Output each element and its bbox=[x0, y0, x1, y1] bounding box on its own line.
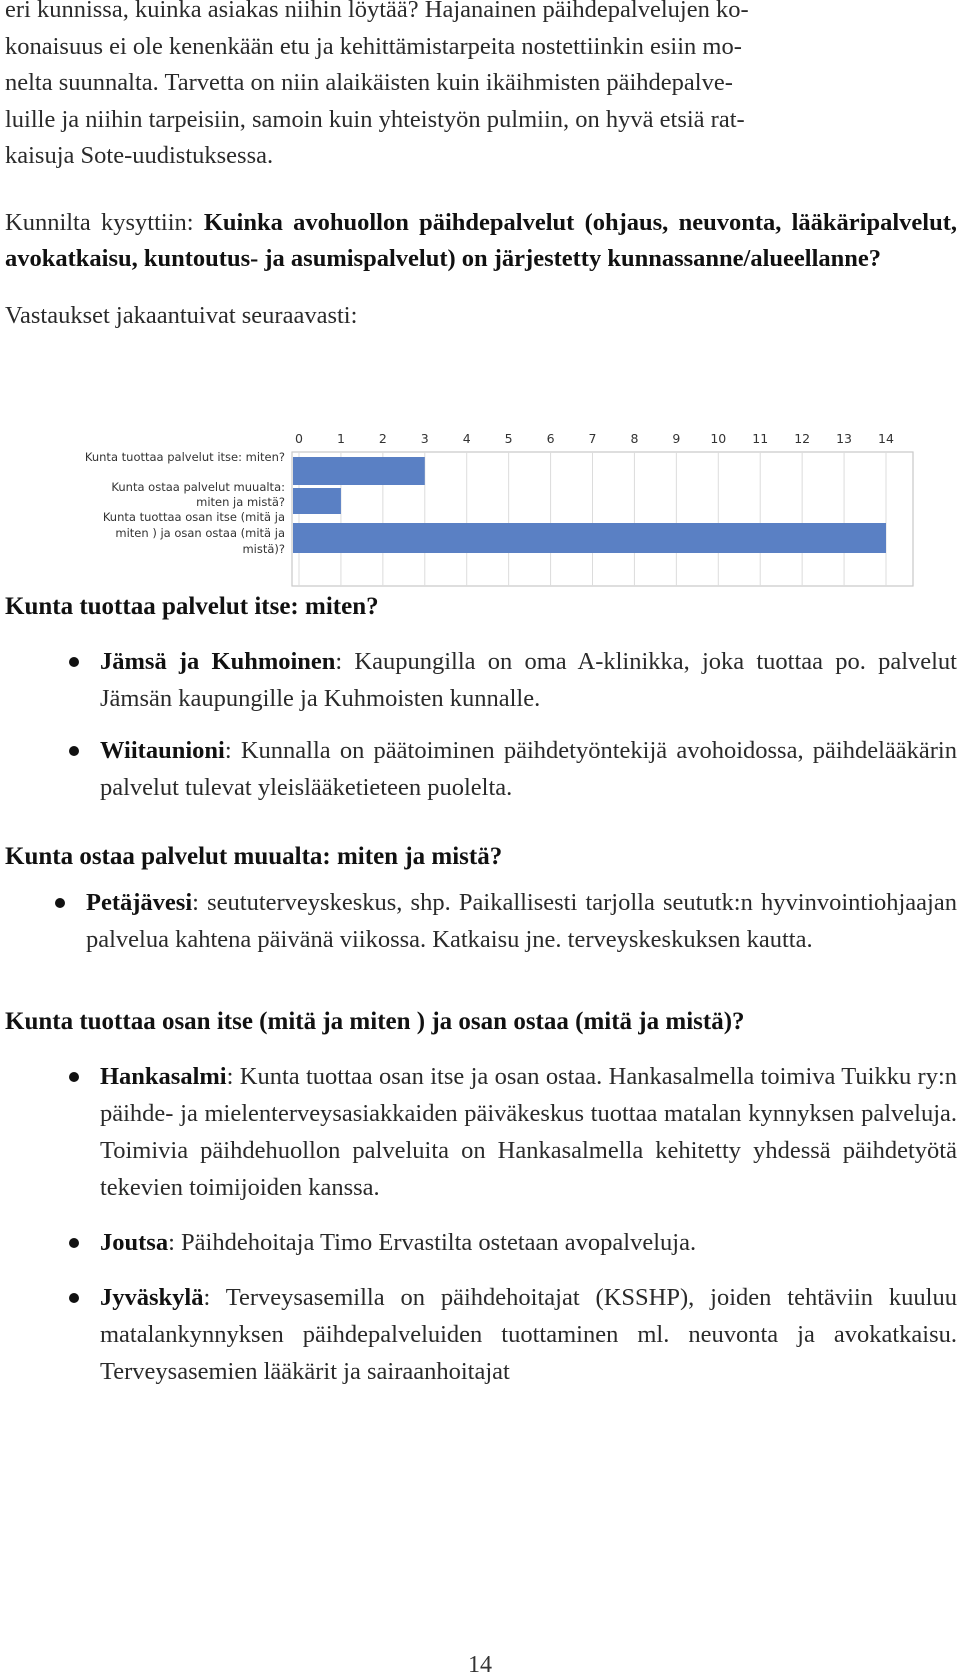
chart-x-tick-label: 1 bbox=[336, 431, 345, 446]
municipality-name: Petäjävesi bbox=[86, 889, 193, 916]
intro-line: konaisuus ei ole kenenkään etu ja kehittämistarpeita nostettiinkin esiin mo- bbox=[5, 32, 742, 60]
list-item bbox=[5, 1224, 957, 1261]
municipality-text: : Kaupungilla on oma A-klinikka, joka tuottaa po. palvelut Jämsän kaupungille ja Kuhmoisten kunnalle. bbox=[100, 648, 957, 712]
chart-category-label: mistä)? bbox=[242, 542, 285, 556]
chart-category-label: miten ja mistä? bbox=[196, 495, 285, 509]
section-list-2 bbox=[5, 884, 957, 958]
intro-line: eri kunnissa, kuinka asiakas niihin löytää? Hajanainen päihdepalvelujen ko- bbox=[5, 0, 749, 23]
chart-x-tick-label: 7 bbox=[588, 431, 597, 446]
chart-bar bbox=[293, 488, 341, 514]
chart-x-tick-label: 13 bbox=[836, 431, 853, 446]
chart-category-label: Kunta ostaa palvelut muualta: bbox=[111, 480, 285, 494]
chart-category-label: miten ) ja osan ostaa (mitä ja bbox=[115, 526, 285, 540]
page-number: 14 bbox=[468, 1652, 492, 1678]
chart-x-tick-label: 6 bbox=[546, 431, 555, 446]
intro-line: nelta suunnalta. Tarvetta on niin alaikäisten kuin ikäihmisten päihdepalve- bbox=[5, 69, 733, 96]
municipality-name: Jyväskylä bbox=[100, 1284, 204, 1311]
intro-line: kaisuja Sote-uudistuksessa. bbox=[5, 142, 274, 169]
chart-x-tick-label: 14 bbox=[878, 431, 894, 446]
municipality-text: : seututerveyskeskus, shp. Paikallisesti tarjolla seututk:n hyvinvointiohjaajan palvelua kahtena päivänä viikossa. Katkaisu jne. terveyskeskuksen kautta. bbox=[86, 889, 957, 953]
chart-x-tick-label: 9 bbox=[672, 431, 681, 446]
chart-x-tick-label: 4 bbox=[462, 431, 471, 446]
survey-question bbox=[5, 205, 957, 278]
municipality-text: : Terveysasemilla on päihdehoitajat (KSSHP), joiden tehtäviin kuuluu matalankynnyksen päihdepalveluiden tuottaminen ml. neuvonta ja avokatkaisu. Terveysasemien lääkärit ja sairaanhoitajat bbox=[100, 1284, 957, 1385]
intro-paragraph bbox=[5, 0, 957, 175]
municipality-name: Wiitaunioni bbox=[100, 737, 225, 764]
municipality-name: Hankasalmi bbox=[100, 1063, 227, 1090]
chart-x-tick-label: 2 bbox=[378, 431, 387, 446]
section-heading-2: Kunta ostaa palvelut muualta: miten ja mistä? bbox=[5, 843, 503, 870]
document-page bbox=[5, 0, 957, 1390]
response-bar-chart bbox=[28, 428, 918, 594]
chart-bar bbox=[293, 523, 886, 553]
list-item bbox=[5, 884, 957, 958]
list-item bbox=[5, 1058, 957, 1206]
chart-category-label: Kunta tuottaa osan itse (mitä ja bbox=[102, 510, 285, 524]
list-item bbox=[5, 1279, 957, 1390]
section-heading-3: Kunta tuottaa osan itse (mitä ja miten ) ja osan ostaa (mitä ja mistä)? bbox=[5, 1008, 745, 1035]
municipality-text: : Kunnalla on päätoiminen päihdetyöntekijä avohoidossa, päihdelääkärin palvelut tulevat yleislääketieteen puolelta. bbox=[100, 737, 957, 801]
answers-intro: Vastaukset jakaantuivat seuraavasti: bbox=[5, 301, 358, 329]
municipality-text: : Päihdehoitaja Timo Ervastilta ostetaan avopalveluja. bbox=[168, 1229, 697, 1256]
chart-x-tick-label: 5 bbox=[504, 431, 513, 446]
question-prefix: Kunnilta kysyttiin: bbox=[5, 208, 204, 236]
section-heading-1: Kunta tuottaa palvelut itse: miten? bbox=[5, 593, 379, 620]
list-item bbox=[5, 732, 957, 806]
municipality-name: Joutsa bbox=[100, 1229, 169, 1256]
chart-x-tick-label: 11 bbox=[752, 431, 769, 446]
chart-x-tick-label: 12 bbox=[794, 431, 811, 446]
chart-x-tick-label: 3 bbox=[420, 431, 429, 446]
chart-bar bbox=[293, 457, 425, 485]
chart-canvas bbox=[28, 428, 918, 594]
question-text: Kuinka avohuollon päihdepalvelut (ohjaus, neuvonta, lääkäripalvelut, avokatkaisu, kuntoutus- ja asumispalvelut) on järjestetty kunnassanne/alueellanne? bbox=[5, 208, 957, 272]
intro-line: luille ja niihin tarpeisiin, samoin kuin yhteistyön pulmiin, on hyvä etsiä rat- bbox=[5, 105, 745, 133]
chart-x-tick-label: 8 bbox=[630, 431, 639, 446]
list-item bbox=[5, 643, 957, 717]
chart-x-tick-label: 10 bbox=[710, 431, 727, 446]
section-list-3 bbox=[5, 1058, 957, 1390]
section-list-1 bbox=[5, 643, 957, 806]
chart-category-label: Kunta tuottaa palvelut itse: miten? bbox=[84, 450, 285, 464]
municipality-text: : Kunta tuottaa osan itse ja osan ostaa. Hankasalmella toimiva Tuikku ry:n päihde- ja mielenterveysasiakkaiden päiväkeskus tuottaa matalan kynnyksen palveluja. Toimivia päihdehuollon palveluita on Hankasalmella kehitetty yhdessä päihdetyötä tekevien toimijoiden kanssa. bbox=[100, 1063, 957, 1201]
municipality-name: Jämsä ja Kuhmoinen bbox=[100, 648, 336, 675]
chart-x-tick-label: 0 bbox=[295, 431, 303, 446]
